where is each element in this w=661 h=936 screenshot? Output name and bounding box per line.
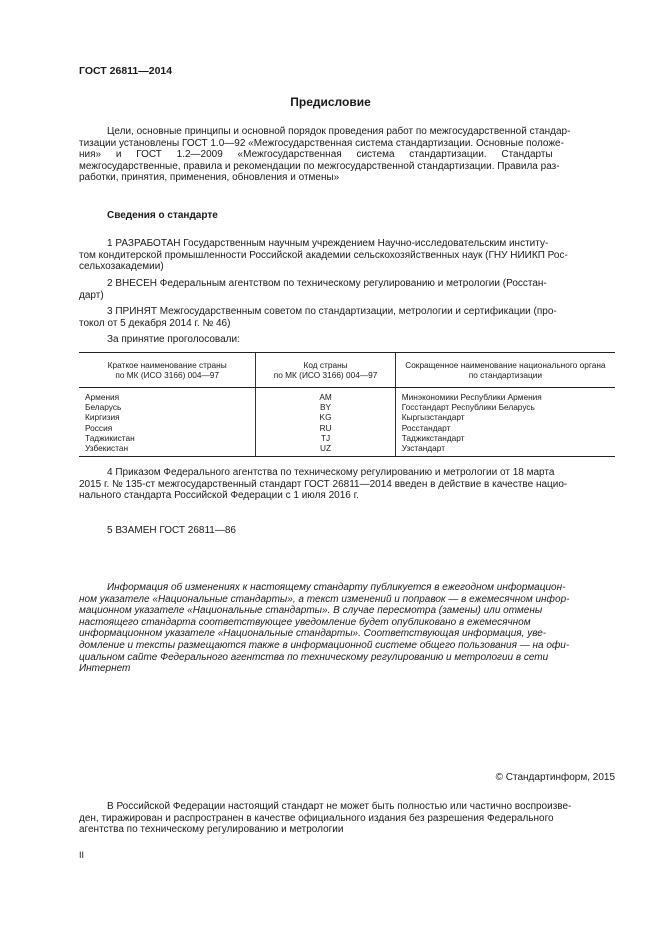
body-cell: Узстандарт bbox=[395, 443, 615, 457]
table-header-body bbox=[395, 353, 615, 388]
item-3 bbox=[79, 306, 615, 329]
table-row bbox=[79, 402, 615, 412]
vote-label: За принятие проголосовали: bbox=[107, 334, 240, 345]
table-row bbox=[79, 388, 615, 403]
item-line: нального стандарта Российской Федерации с 1 июля 2016 г. bbox=[79, 490, 359, 502]
document-id: ГОСТ 26811—2014 bbox=[79, 65, 173, 77]
copyright: © Стандартинформ, 2015 bbox=[495, 772, 615, 783]
item-line: сельхозакадемии) bbox=[79, 261, 164, 273]
item-line: 3 ПРИНЯТ Межгосударственным советом по стандартизации, метрологии и сертификации (про- bbox=[107, 306, 557, 317]
item-5: 5 ВЗАМЕН ГОСТ 26811—86 bbox=[107, 525, 236, 536]
intro-line: межгосударственные, правила и рекомендации по межгосударственной стандартизации. Правила раз- bbox=[79, 160, 560, 172]
legal-line: ден, тиражирован и распространен в качестве официального издания без разрешения Федерального bbox=[79, 812, 554, 824]
page-number: II bbox=[79, 850, 85, 860]
item-4 bbox=[79, 467, 615, 502]
body-cell: Госстандарт Республики Беларусь bbox=[395, 402, 615, 412]
item-1 bbox=[79, 238, 615, 273]
country-cell: Россия bbox=[85, 422, 113, 433]
country-cell: Узбекистан bbox=[79, 443, 256, 457]
code-cell: TJ bbox=[256, 433, 395, 443]
countries-table bbox=[79, 352, 615, 457]
country-cell: Таджикистан bbox=[85, 432, 135, 443]
info-line: циальном сайте Федерального агентства по техническому регулированию и метрологии в сети bbox=[79, 651, 549, 663]
item-line: 2015 г. № 135-ст межгосударственный стандарт ГОСТ 26811—2014 введен в действие в качестве нацио- bbox=[79, 478, 568, 490]
table-header-code bbox=[256, 353, 395, 388]
legal-paragraph bbox=[79, 801, 615, 836]
body-cell: Кыргызстандарт bbox=[395, 412, 615, 422]
info-line: ном указателе «Национальные стандарты», а текст изменений и поправок — в ежемесячном инфор- bbox=[79, 593, 570, 605]
country-cell: Армения bbox=[85, 392, 120, 402]
header-line: Краткое наименование страны bbox=[107, 359, 227, 370]
header-line: Сокращенное наименование национального органа bbox=[405, 359, 606, 370]
section-heading: Сведения о стандарте bbox=[107, 210, 218, 221]
table-row bbox=[79, 423, 615, 433]
info-line: мационном указателе «Национальные стандарты». В случае пересмотра (замены) или отмены bbox=[79, 605, 543, 617]
header-line: по стандартизации bbox=[468, 370, 542, 380]
table-row bbox=[79, 433, 615, 443]
code-cell: BY bbox=[256, 402, 395, 412]
item-2 bbox=[79, 278, 615, 301]
info-line: домление и тексты размещаются также в информационной системе общего пользования — на офи- bbox=[79, 639, 570, 651]
code-cell: AM bbox=[256, 388, 395, 403]
table-header-row bbox=[79, 353, 615, 388]
table-header-country bbox=[79, 353, 256, 388]
intro-line: Цели, основные принципы и основной порядок проведения работ по межгосударственной стандар- bbox=[107, 126, 571, 137]
info-line: Информация об изменениях к настоящему стандарту публикуется в ежегодном информацион- bbox=[107, 582, 566, 593]
page-title: Предисловие bbox=[290, 95, 371, 109]
legal-line: В Российской Федерации настоящий стандарт не может быть полностью или частично воспроизве- bbox=[107, 801, 572, 812]
code-cell: KG bbox=[256, 412, 395, 422]
header-line: по МК (ИСО 3166) 004—97 bbox=[273, 370, 378, 380]
header-line: Код страны bbox=[303, 359, 348, 370]
body-cell: Минэкономики Республики Армения bbox=[395, 388, 615, 403]
body-cell: Росстандарт bbox=[395, 423, 615, 433]
code-cell: RU bbox=[256, 423, 395, 433]
info-line: настоящего стандарта соответствующее уведомление будет опубликовано в ежемесячном bbox=[79, 616, 531, 628]
intro-line: ния» и ГОСТ 1.2—2009 «Межгосударственная система стандартизации. Стандарты bbox=[79, 149, 553, 161]
item-line: 4 Приказом Федерального агентства по техническому регулированию и метрологии от 18 марта bbox=[107, 467, 555, 478]
intro-paragraph bbox=[79, 126, 615, 184]
table-row bbox=[79, 443, 615, 457]
legal-line: агентства по техническому регулированию и метрологии bbox=[79, 824, 344, 836]
info-line: информационном указателе «Национальные стандарты». Соответствующая информация, уве- bbox=[79, 628, 547, 640]
item-line: дарт) bbox=[79, 289, 104, 301]
country-cell: Беларусь bbox=[85, 402, 122, 413]
body-cell: Таджикстандарт bbox=[395, 433, 615, 443]
info-paragraph bbox=[79, 582, 615, 675]
item-line: токол от 5 декабря 2014 г. № 46) bbox=[79, 317, 231, 329]
header-line: по МК (ИСО 3166) 004—97 bbox=[115, 370, 220, 380]
intro-line: работки, принятия, применения, обновления и отмены» bbox=[79, 172, 340, 184]
intro-line: тизации установлены ГОСТ 1.0—92 «Межгосударственная система стандартизации. Основные положе- bbox=[79, 137, 564, 149]
info-line: Интернет bbox=[79, 663, 131, 675]
country-cell: Киргизия bbox=[85, 412, 120, 423]
table-row bbox=[79, 412, 615, 422]
item-line: 1 РАЗРАБОТАН Государственным научным учреждением Научно-исследовательским институ- bbox=[107, 238, 549, 249]
code-cell: UZ bbox=[256, 443, 395, 457]
item-line: 2 ВНЕСЕН Федеральным агентством по техническому регулированию и метрологии (Росстан- bbox=[107, 278, 547, 289]
item-line: том кондитерской промышленности Российской академии сельскохозяйственных наук (ГНУ НИИКП Рос- bbox=[79, 249, 568, 261]
